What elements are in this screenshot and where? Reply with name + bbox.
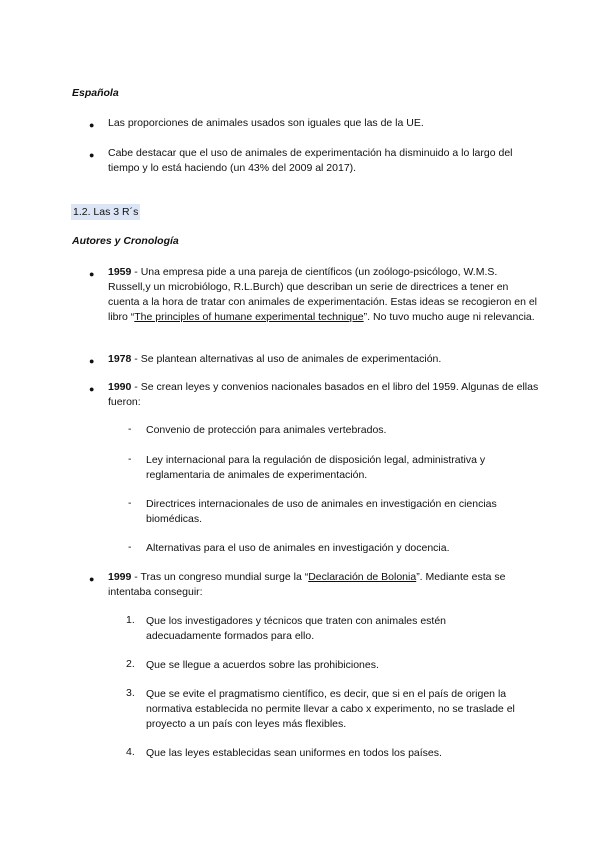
dash-marker: - xyxy=(128,423,132,435)
subitem-1990-4: Alternativas para el uso de animales en investigación y docencia. xyxy=(146,542,450,554)
espanola-bullet-1: Las proporciones de animales usados son iguales que las de la UE. xyxy=(108,117,424,129)
list-number: 2. xyxy=(126,658,135,670)
link-principles-book[interactable]: The principles of humane experimental technique xyxy=(134,311,364,323)
list-number: 3. xyxy=(126,687,135,699)
heading-autores: Autores y Cronología xyxy=(72,235,179,247)
espanola-bullet-2: Cabe destacar que el uso de animales de experimentación ha disminuido a lo largo del tiempo y lo está haciendo (un 43% del 2009 al 2017). xyxy=(108,147,513,174)
item-1999 xyxy=(108,570,530,600)
item-1978-text: - Se plantean alternativas al uso de animales de experimentación. xyxy=(131,353,442,365)
item-1999-text-before: - Tras un congreso mundial surge la “ xyxy=(131,571,309,583)
bullet-dot: ● xyxy=(89,384,95,394)
item-1959 xyxy=(108,265,540,325)
item-1990-text: - Se crean leyes y convenios nacionales basados en el libro del 1959. Algunas de ellas fueron: xyxy=(108,381,539,408)
dash-marker: - xyxy=(128,453,132,465)
numbered-item-1: Que los investigadores y técnicos que traten con animales estén adecuadamente formados para ello. xyxy=(146,615,447,642)
subitem-1990-1: Convenio de protección para animales vertebrados. xyxy=(146,424,387,436)
bullet-dot: ● xyxy=(89,574,95,584)
bullet-dot: ● xyxy=(89,269,95,279)
item-1978 xyxy=(108,352,540,367)
item-1999-text-after: ”. Mediante esta se intentaba conseguir: xyxy=(108,571,506,598)
item-1959-text-after: ”. No tuvo mucho auge ni relevancia. xyxy=(363,311,535,323)
dash-marker: - xyxy=(128,541,132,553)
list-number: 1. xyxy=(126,614,135,626)
numbered-item-3: Que se evite el pragmatismo científico, es decir, que si en el país de origen la normativa establecida no permite llevar a cabo x experimento, no se traslade el proyecto a un país con leyes más flexibles. xyxy=(146,688,515,730)
numbered-item-2: Que se llegue a acuerdos sobre las prohibiciones. xyxy=(146,659,379,671)
subitem-1990-3: Directrices internacionales de uso de animales en investigación en ciencias biomédicas. xyxy=(146,498,497,525)
section-title: 1.2. Las 3 R´s xyxy=(73,206,139,218)
numbered-item-4: Que las leyes establecidas sean uniformes en todos los países. xyxy=(146,747,442,759)
dash-marker: - xyxy=(128,497,132,509)
item-1959-text-before: - Una empresa pide a una pareja de científicos (un zoólogo-psicólogo, W.M.S. Russell,y un microbiólogo, R.L.Burch) que describan un serie de directrices a tener en cuenta a la hora de tratar con animales de experimentación. Estas ideas se recogieron en el libro “ xyxy=(108,266,538,323)
bullet-dot: ● xyxy=(89,150,95,160)
item-1990 xyxy=(108,380,540,410)
bullet-dot: ● xyxy=(89,356,95,366)
heading-espanola: Española xyxy=(72,87,119,99)
bullet-dot: ● xyxy=(89,120,95,130)
year-1990: 1990 xyxy=(108,381,132,393)
link-declaracion-bolonia[interactable]: Declaración de Bolonia xyxy=(308,571,417,583)
list-number: 4. xyxy=(126,746,135,758)
year-1959: 1959 xyxy=(108,266,132,278)
year-1978: 1978 xyxy=(108,353,132,365)
year-1999: 1999 xyxy=(108,571,132,583)
subitem-1990-2: Ley internacional para la regulación de disposición legal, administrativa y reglamentaria de animales de experimentación. xyxy=(146,454,486,481)
